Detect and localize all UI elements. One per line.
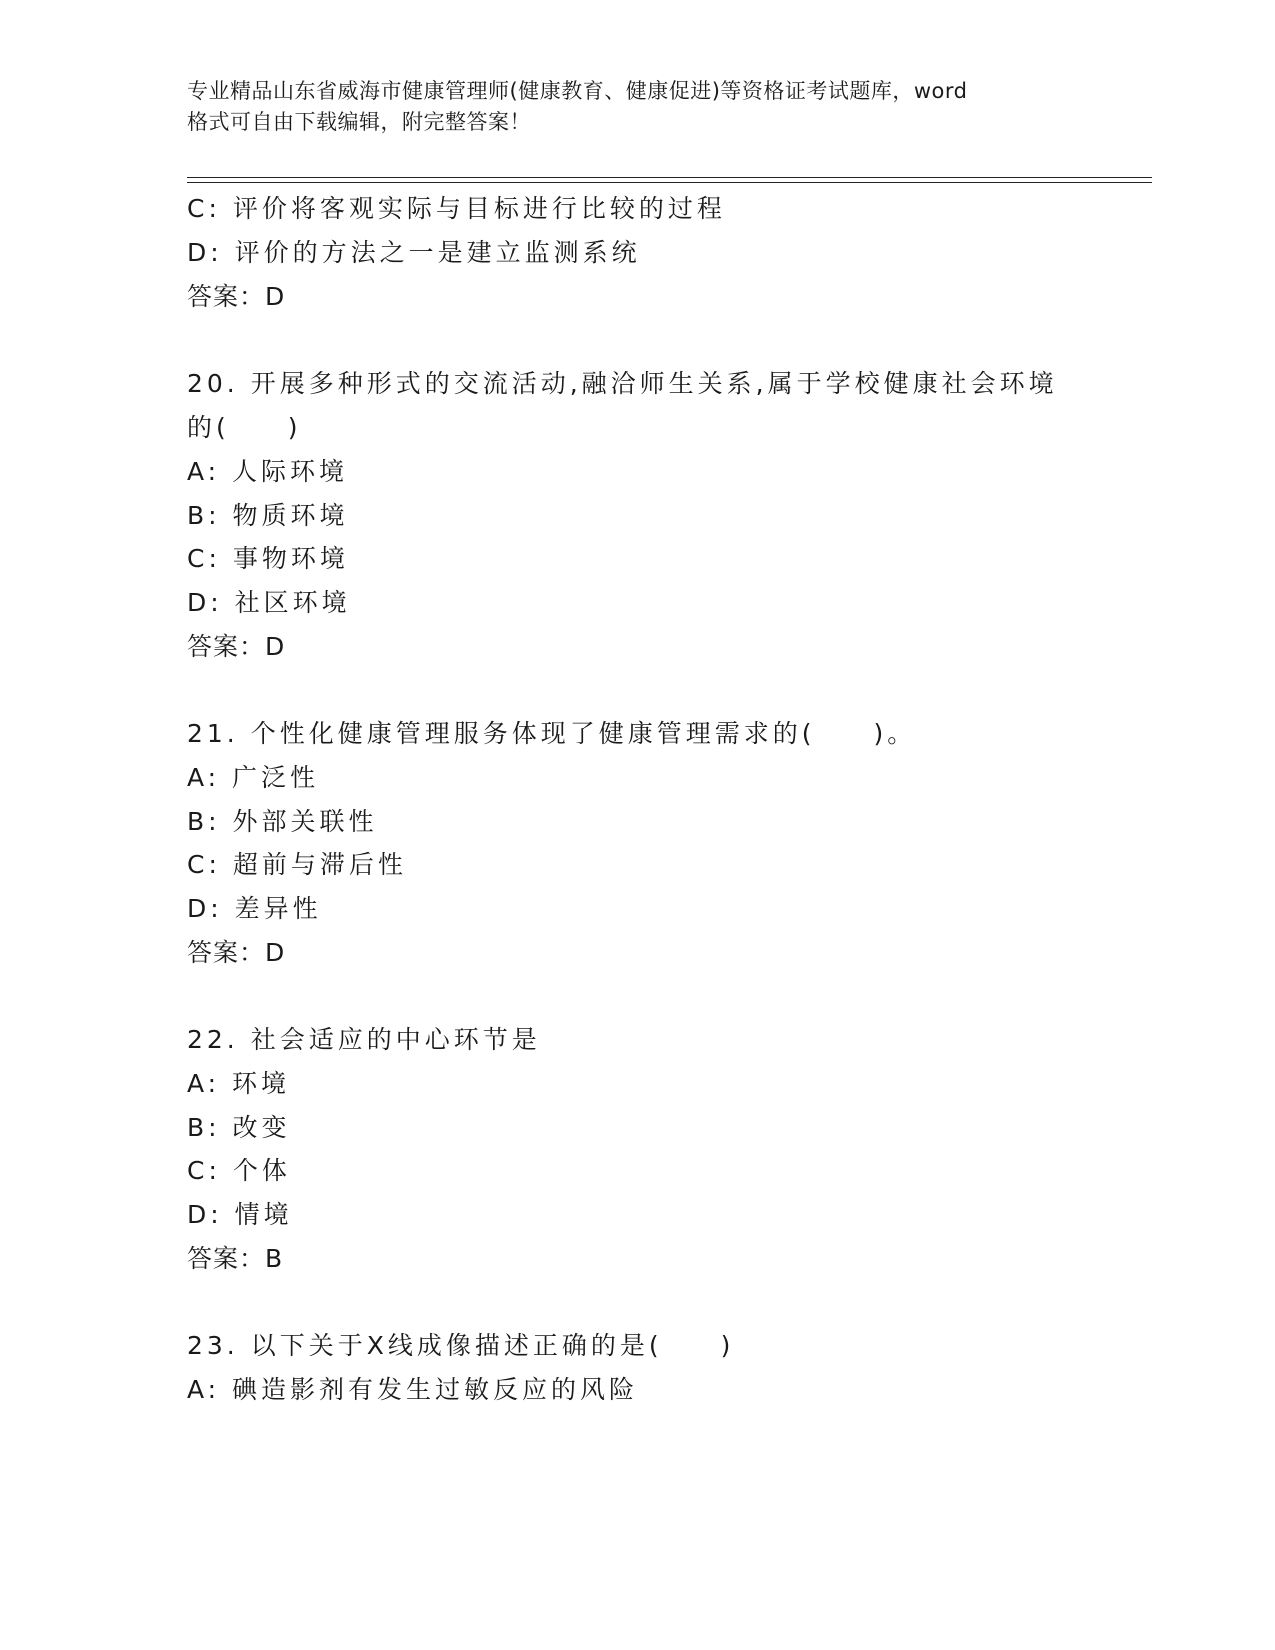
question-21-option-b: B: 外部关联性 bbox=[187, 807, 378, 836]
prev-question-option-d: D: 评价的方法之一是建立监测系统 bbox=[187, 238, 641, 267]
question-23-stem: 23. 以下关于X线成像描述正确的是( ) bbox=[187, 1331, 735, 1360]
question-20-option-d: D: 社区环境 bbox=[187, 588, 351, 617]
question-20-option-c: C: 事物环境 bbox=[187, 544, 349, 573]
question-20-answer: 答案：D bbox=[187, 632, 286, 661]
question-20-option-a: A: 人际环境 bbox=[187, 457, 349, 486]
question-22-stem: 22. 社会适应的中心环节是 bbox=[187, 1025, 541, 1054]
question-21-option-c: C: 超前与滞后性 bbox=[187, 850, 407, 879]
header-line-1: 专业精品山东省威海市健康管理师(健康教育、健康促进)等资格证考试题库，word bbox=[187, 79, 968, 103]
question-22-option-b: B: 改变 bbox=[187, 1113, 291, 1142]
header-line-2: 格式可自由下载编辑，附完整答案！ bbox=[187, 110, 531, 134]
question-22-answer: 答案：B bbox=[187, 1244, 284, 1273]
question-21-stem: 21. 个性化健康管理服务体现了健康管理需求的( )。 bbox=[187, 719, 917, 748]
question-23-option-a: A: 碘造影剂有发生过敏反应的风险 bbox=[187, 1375, 639, 1404]
header-divider-top bbox=[187, 177, 1152, 178]
question-21-option-d: D: 差异性 bbox=[187, 894, 322, 923]
prev-question-option-c: C: 评价将客观实际与目标进行比较的过程 bbox=[187, 194, 726, 223]
question-20-option-b: B: 物质环境 bbox=[187, 501, 349, 530]
header-divider-bottom bbox=[187, 182, 1152, 183]
question-22-option-d: D: 情境 bbox=[187, 1200, 293, 1229]
prev-question-answer: 答案：D bbox=[187, 282, 286, 311]
question-20-stem-line-2: 的( ) bbox=[187, 413, 302, 442]
question-22-option-c: C: 个体 bbox=[187, 1156, 291, 1185]
question-21-option-a: A: 广泛性 bbox=[187, 763, 320, 792]
document-header bbox=[187, 76, 1087, 138]
question-22-option-a: A: 环境 bbox=[187, 1069, 291, 1098]
question-21-answer: 答案：D bbox=[187, 938, 286, 967]
question-20-stem-line-1: 20. 开展多种形式的交流活动,融洽师生关系,属于学校健康社会环境 bbox=[187, 369, 1058, 398]
